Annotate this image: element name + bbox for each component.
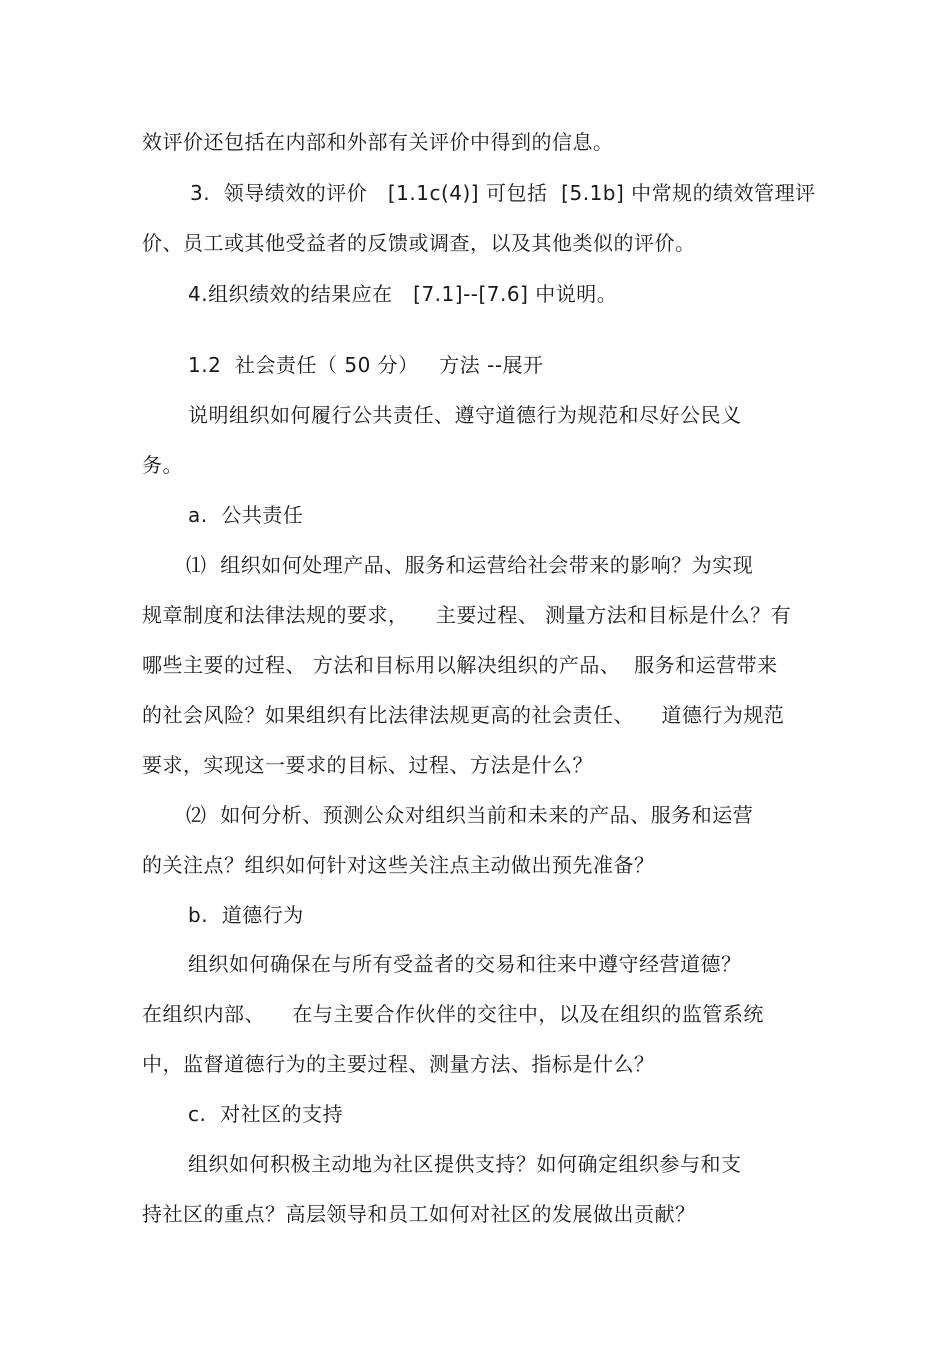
text-line: 在组织内部、 在与主要合作伙伴的交往中，以及在组织的监管系统 xyxy=(142,1002,764,1026)
text-line: 的关注点？组织如何针对这些关注点主动做出预先准备？ xyxy=(142,853,655,877)
section-heading: 1.2 社会责任（ 50 分） 方法 --展开 xyxy=(188,353,544,377)
text-line: 要求，实现这一要求的目标、过程、方法是什么？ xyxy=(142,753,593,777)
text-line: 规章制度和法律法规的要求， 主要过程、 测量方法和目标是什么？有 xyxy=(142,603,792,627)
text-line: 哪些主要的过程、 方法和目标用以解决组织的产品、 服务和运营带来 xyxy=(142,653,778,677)
text-line: ⑵ 如何分析、预测公众对组织当前和未来的产品、服务和运营 xyxy=(186,803,754,827)
text-line: 效评价还包括在内部和外部有关评价中得到的信息。 xyxy=(142,130,614,154)
text-line: 中，监督道德行为的主要过程、测量方法、指标是什么？ xyxy=(142,1052,655,1076)
text-line: ⑴ 组织如何处理产品、服务和运营给社会带来的影响？为实现 xyxy=(186,553,754,577)
text-line: 务。 xyxy=(142,453,183,477)
text-line: 说明组织如何履行公共责任、遵守道德行为规范和尽好公民义 xyxy=(188,403,742,427)
subsection-heading: c. 对社区的支持 xyxy=(188,1102,344,1126)
text-line: 组织如何确保在与所有受益者的交易和往来中遵守经营道德？ xyxy=(188,952,742,976)
text-line: 4.组织绩效的结果应在 [7.1]--[7.6] 中说明。 xyxy=(188,282,618,306)
text-line: 3. 领导绩效的评价 [1.1c(4)] 可包括 [5.1b] 中常规的绩效管理评 xyxy=(190,181,816,205)
text-line: 持社区的重点？高层领导和员工如何对社区的发展做出贡献？ xyxy=(142,1202,696,1226)
text-line: 的社会风险？如果组织有比法律法规更高的社会责任、 道德行为规范 xyxy=(142,703,785,727)
text-line: 价、员工或其他受益者的反馈或调查，以及其他类似的评价。 xyxy=(142,231,696,255)
subsection-heading: b. 道德行为 xyxy=(188,903,304,927)
subsection-heading: a. 公共责任 xyxy=(188,503,304,527)
text-line: 组织如何积极主动地为社区提供支持？如何确定组织参与和支 xyxy=(188,1152,742,1176)
